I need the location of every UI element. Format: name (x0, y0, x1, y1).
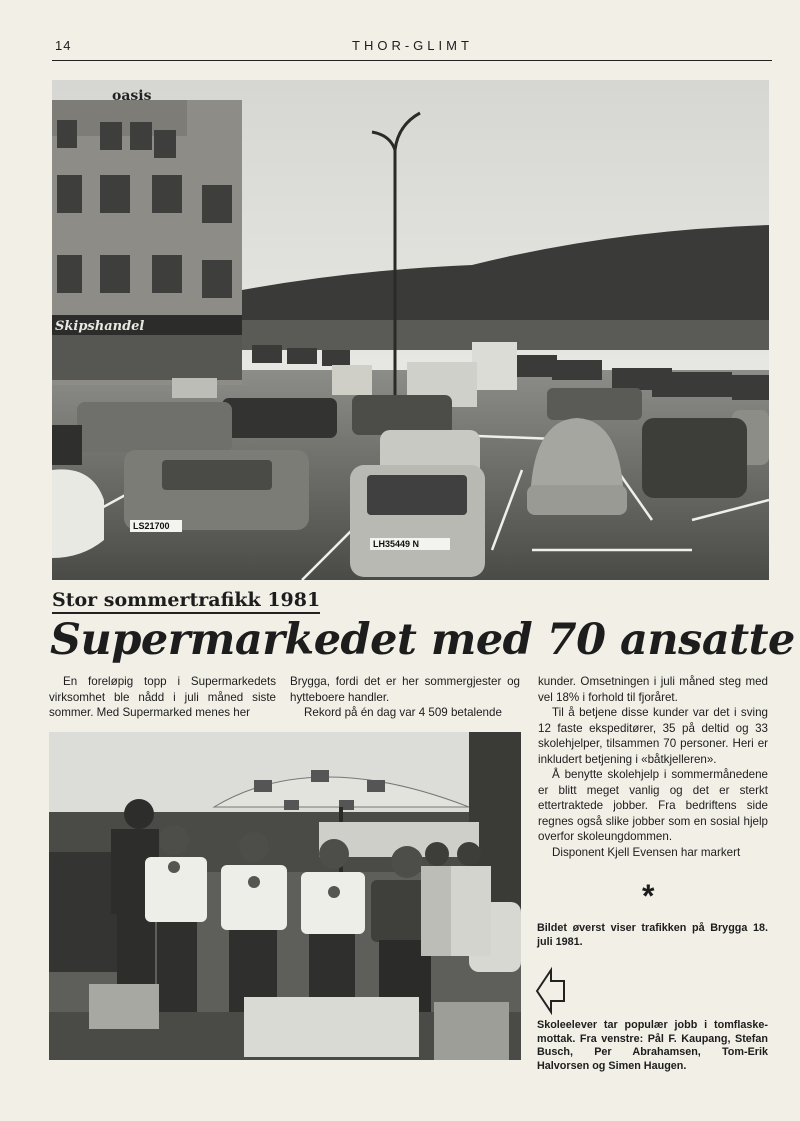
paragraph: Å benytte skolehjelp i sommermånedene er blitt meget vanlig og det er sterkt ettertraktede jobber. Fra bedriftens side regnes også slike jobber som en sosial hjelp overfor skoleungdommen. (538, 768, 768, 843)
caption-top-photo: Bildet øverst viser trafikken på Brygga 18. juli 1981. (537, 922, 768, 948)
running-head: THOR-GLIMT (352, 38, 473, 53)
article-kicker: Stor sommertrafikk 1981 (52, 589, 320, 614)
left-arrow-icon (535, 966, 567, 1021)
asterisk: * (642, 878, 655, 914)
paragraph: Rekord på én dag var 4 509 betalende (304, 706, 502, 719)
page-number: 14 (55, 38, 72, 53)
paragraph: Til å betjene disse kunder var det i sving 12 faste ekspeditører, 35 på deltid og 33 skolehjelper, tilsammen 70 personer. Heri er inkludert betjening i «båtkjelleren». (538, 706, 768, 766)
parking-lot-photo (52, 80, 769, 580)
svg-text:oasis: oasis (112, 88, 152, 104)
text-column-1 (49, 674, 276, 721)
text-column-2 (290, 674, 520, 721)
paragraph: Disponent Kjell Evensen har markert (552, 845, 741, 859)
caption-bottom-photo: Skoleelever tar populær jobb i tomflaske-mottak. Fra venstre: Pål F. Kaupang, Stefan Busch, Per Abrahamsen, Tom-Erik Halvorsen og Simen Haugen. (537, 1019, 768, 1072)
students-photo (49, 732, 521, 1060)
article-headline: Supermarkedet med 70 ansatte (50, 615, 795, 665)
shop-sign: Skipshandel (55, 319, 145, 334)
header-rule (52, 60, 772, 61)
paragraph: kunder. Omsetningen i juli måned steg med vel 18% i forhold til fjoråret. (538, 675, 768, 704)
plate-left: LS21700 (133, 521, 170, 531)
paragraph: Brygga, fordi det er her sommergjester og hytteboere handler. (290, 675, 520, 704)
plate-center: LH35449 N (373, 539, 420, 549)
text-column-3 (538, 674, 768, 860)
paragraph: En foreløpig topp i Supermarkedets virksomhet ble nådd i juli måned siste sommer. Med Supermarked menes her (49, 675, 276, 719)
